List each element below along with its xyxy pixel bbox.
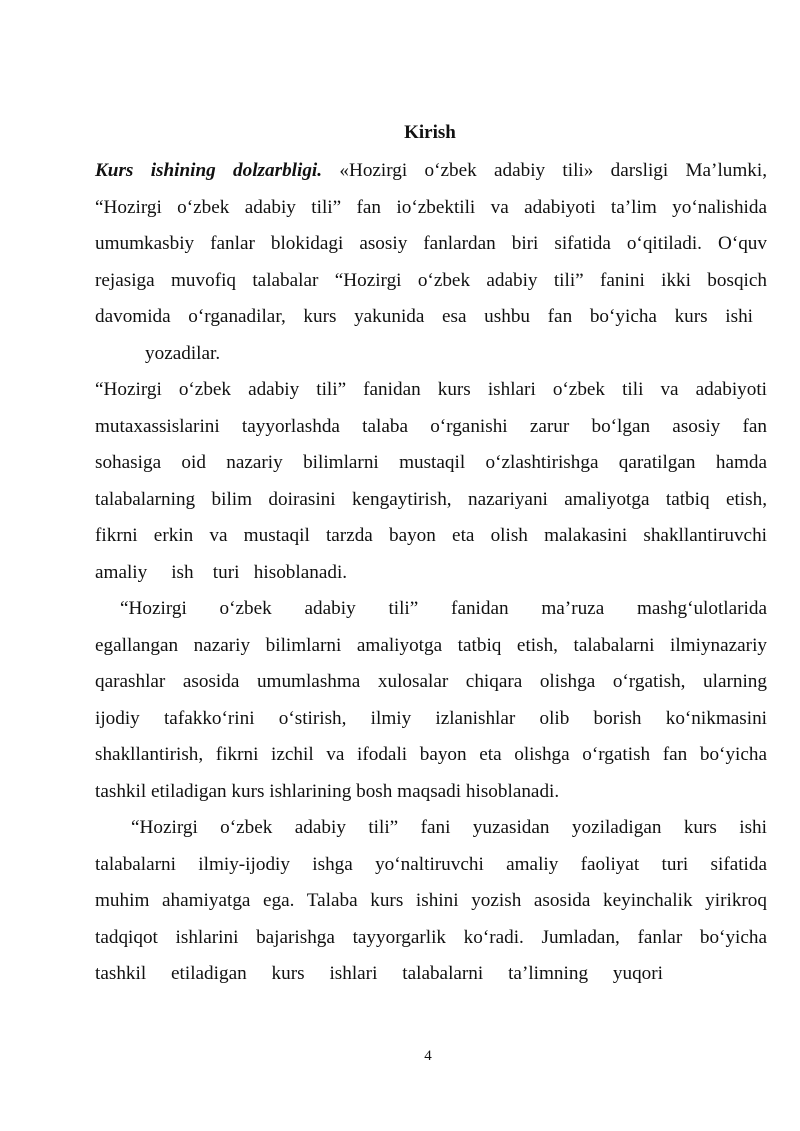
text-line-15: qarashlar asosida umumlashma xulosalar chiqara olishga o‘rgatish, ularning xyxy=(95,671,767,692)
text-line-2: “Hozirgi o‘zbek adabiy tili” fan io‘zbektili va adabiyoti ta’lim yo‘nalishida xyxy=(95,197,767,218)
text-line-13: “Hozirgi o‘zbek adabiy tili” fanidan ma’ruza mashg‘ulotlarida xyxy=(120,598,767,619)
text-line-12: amaliy ish turi hisoblanadi. xyxy=(95,562,348,583)
text-line-8: mutaxassislarini tayyorlashda talaba o‘rganishi zarur bo‘lgan asosiy fan xyxy=(95,416,767,437)
text-line-22: tadqiqot ishlarini bajarishga tayyorgarlik ko‘radi. Jumladan, fanlar bo‘yicha xyxy=(95,927,767,948)
text-line-11: fikrni erkin va mustaqil tarzda bayon eta olish malakasini shakllantiruvchi xyxy=(95,525,767,546)
text-line-23: tashkil etiladigan kurs ishlari talabalarni ta’limning yuqori xyxy=(95,963,663,984)
text-line-17: shakllantirish, fikrni izchil va ifodali bayon eta olishga o‘rgatish fan bo‘yicha xyxy=(95,744,767,765)
section-title: Kirish xyxy=(404,122,456,143)
text-line-1-body: «Hozirgi o‘zbek adabiy tili» darsligi Ma’lumki, xyxy=(339,160,768,181)
text-line-16: ijodiy tafakko‘rini o‘stirish, ilmiy izlanishlar olib borish ko‘nikmasini xyxy=(95,708,767,729)
text-line-20: talabalarni ilmiy-ijodiy ishga yo‘naltiruvchi amaliy faoliyat turi sifatida xyxy=(95,854,767,875)
text-line-9: sohasiga oid nazariy bilimlarni mustaqil o‘zlashtirishga qaratilgan hamda xyxy=(95,452,767,473)
lead-heading: Kurs ishining dolzarbligi. xyxy=(95,160,323,181)
text-line-6: yozadilar. xyxy=(145,343,221,364)
text-line-4: rejasiga muvofiq talabalar “Hozirgi o‘zbek adabiy tili” fanini ikki bosqich xyxy=(95,270,767,291)
text-line-1 xyxy=(95,157,767,185)
text-line-5: davomida o‘rganadilar, kurs yakunida esa ushbu fan bo‘yicha kurs ishi xyxy=(95,306,753,327)
page-number: 4 xyxy=(424,1048,432,1064)
text-line-10: talabalarning bilim doirasini kengaytirish, nazariyani amaliyotga tatbiq etish, xyxy=(95,489,767,510)
text-line-19: “Hozirgi o‘zbek adabiy tili” fani yuzasidan yoziladigan kurs ishi xyxy=(131,817,767,838)
text-line-21: muhim ahamiyatga ega. Talaba kurs ishini yozish asosida keyinchalik yirikroq xyxy=(95,890,767,911)
text-line-18: tashkil etiladigan kurs ishlarining bosh maqsadi hisoblanadi. xyxy=(95,781,560,802)
text-line-3: umumkasbiy fanlar blokidagi asosiy fanlardan biri sifatida o‘qitiladi. O‘quv xyxy=(95,233,767,254)
text-line-7: “Hozirgi o‘zbek adabiy tili” fanidan kurs ishlari o‘zbek tili va adabiyoti xyxy=(95,379,767,400)
text-line-14: egallangan nazariy bilimlarni amaliyotga tatbiq etish, talabalarni ilmiynazariy xyxy=(95,635,767,656)
